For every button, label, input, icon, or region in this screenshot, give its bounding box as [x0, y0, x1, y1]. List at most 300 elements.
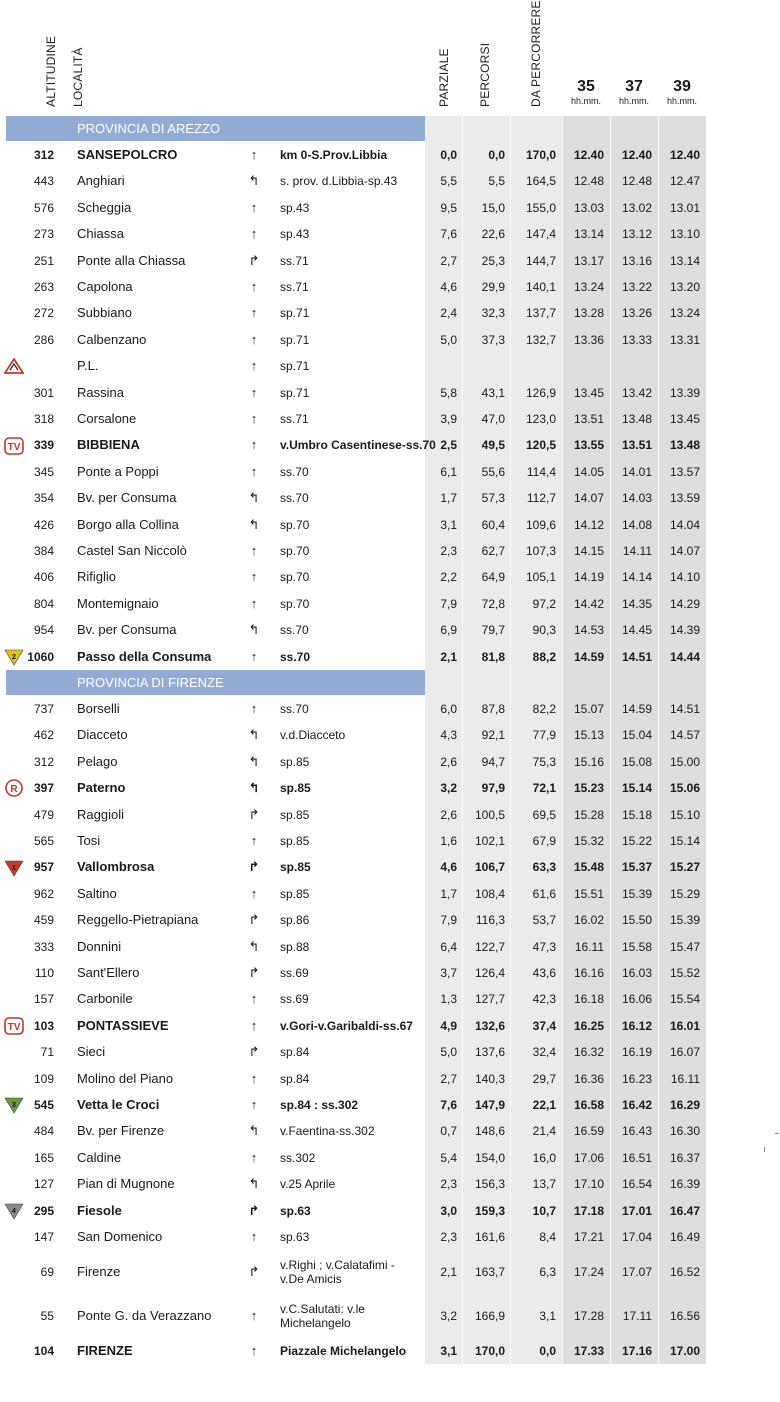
time-39-cell: 15.29 — [669, 886, 700, 901]
partial-km-cell: 6,1 — [440, 464, 457, 479]
time-37-cell: 13.51 — [621, 438, 652, 453]
partial-km-cell: 5,8 — [440, 385, 457, 400]
location-cell: Rassina — [77, 384, 124, 400]
straight-arrow-icon: ↑ — [250, 226, 258, 242]
decorative-tick — [764, 1147, 765, 1152]
remaining-km-cell: 0,0 — [539, 1344, 556, 1359]
location-cell: BIBBIENA — [77, 437, 140, 453]
covered-km-cell: 62,7 — [481, 544, 505, 558]
time-37-cell: 14.11 — [622, 544, 652, 558]
route-row — [0, 327, 780, 353]
road-cell: ss.302 — [280, 1150, 316, 1165]
remaining-km-cell: 21,4 — [532, 1124, 556, 1139]
time-37-cell: 16.51 — [621, 1150, 652, 1165]
partial-km-cell: 3,9 — [440, 412, 457, 426]
location-cell: Vetta le Croci — [77, 1097, 160, 1112]
partial-km-cell: 2,1 — [440, 1265, 457, 1280]
altitude-cell: 1060 — [27, 649, 54, 664]
svg-text:2: 2 — [12, 653, 16, 661]
time-35-cell: 17.33 — [573, 1344, 604, 1359]
time-39-cell: 15.54 — [669, 992, 700, 1007]
road-cell: ss.70 — [280, 464, 309, 479]
route-row — [0, 142, 780, 168]
time-35-cell: 12.40 — [573, 148, 604, 162]
time-35-cell: 16.25 — [573, 1018, 604, 1033]
partial-km-cell: 2,6 — [440, 754, 457, 769]
time-35-cell: 13.51 — [573, 412, 604, 426]
time-39-cell: 13.14 — [669, 253, 700, 268]
covered-km-cell: 47,0 — [481, 412, 505, 426]
straight-arrow-icon: ↑ — [250, 543, 258, 558]
time-35-cell: 13.24 — [573, 280, 604, 294]
partial-km-cell: 4,6 — [440, 280, 457, 294]
location-cell: San Domenico — [77, 1229, 163, 1244]
time-37-cell: 17.11 — [622, 1309, 652, 1324]
covered-km-cell: 148,6 — [474, 1124, 505, 1139]
location-cell: Pian di Mugnone — [77, 1176, 175, 1192]
covered-km-cell: 49,5 — [481, 438, 505, 453]
time-39-cell: 13.48 — [669, 438, 700, 453]
location-cell: Paterno — [77, 780, 126, 796]
partial-km-cell: 2,3 — [440, 544, 457, 558]
speed-unit: hh.mm. — [618, 96, 649, 106]
road-cell: km 0-S.Prov.Libbia — [280, 148, 388, 162]
straight-arrow-icon: ↑ — [250, 305, 258, 321]
covered-km-cell: 108,4 — [474, 886, 505, 901]
altitude-cell: 273 — [33, 227, 54, 242]
remaining-km-cell: 164,5 — [525, 174, 556, 189]
time-39-cell: 16.47 — [669, 1203, 700, 1218]
time-37-cell: 13.22 — [621, 280, 652, 294]
partial-km-cell: 2,6 — [440, 807, 457, 822]
time-35-cell: 15.13 — [573, 728, 604, 743]
time-39-cell: 16.52 — [669, 1265, 700, 1280]
altitude-cell: 354 — [33, 491, 54, 506]
partial-km-cell: 3,1 — [440, 517, 457, 532]
route-row — [0, 1066, 780, 1092]
covered-km-cell: 15,0 — [481, 200, 505, 215]
straight-arrow-icon: ↑ — [250, 1149, 258, 1165]
partial-km-cell: 1,3 — [440, 992, 457, 1007]
altitude-cell: 55 — [40, 1309, 54, 1324]
altitude-cell: 384 — [33, 544, 54, 558]
partial-km-cell: 5,5 — [440, 174, 457, 189]
turn-right-arrow-icon: ↱ — [248, 806, 260, 822]
covered-km-cell: 159,3 — [474, 1203, 505, 1218]
covered-km-cell: 64,9 — [481, 570, 505, 585]
time-35-cell: 14.42 — [573, 596, 604, 611]
time-35-cell: 16.58 — [573, 1098, 604, 1112]
altitude-cell: 962 — [33, 886, 54, 901]
covered-km-cell: 116,3 — [475, 913, 505, 928]
turn-left-arrow-icon: ↰ — [248, 622, 260, 638]
province-header — [6, 670, 425, 695]
road-cell: ss.69 — [280, 992, 309, 1007]
time-35-cell: 16.59 — [573, 1124, 604, 1139]
road-cell: sp.70 — [280, 544, 310, 558]
location-cell: Ponte a Poppi — [77, 463, 159, 479]
time-35-cell: 14.05 — [573, 464, 604, 479]
time-37-cell: 16.54 — [621, 1177, 652, 1192]
partial-km-cell: 7,6 — [440, 227, 457, 242]
partial-km-cell: 2,4 — [440, 306, 457, 321]
route-row — [0, 1171, 780, 1197]
remaining-km-cell: 6,3 — [539, 1265, 556, 1280]
partial-km-cell: 2,3 — [440, 1177, 457, 1192]
header-altitudine: ALTITUDINE — [44, 35, 58, 107]
road-cell: v.C.Salutati: v.le Michelangelo — [280, 1302, 365, 1331]
straight-arrow-icon: ↑ — [250, 701, 258, 716]
turn-right-arrow-icon: ↱ — [248, 912, 260, 928]
covered-km-cell: 100,5 — [474, 807, 505, 822]
altitude-cell: 110 — [34, 966, 54, 980]
remaining-km-cell: 75,3 — [532, 754, 556, 769]
location-cell: Donnini — [77, 938, 122, 954]
covered-km-cell: 140,3 — [474, 1071, 505, 1086]
route-row — [0, 907, 780, 933]
time-37-cell: 15.22 — [621, 834, 652, 848]
partial-km-cell: 3,2 — [440, 1309, 457, 1324]
road-cell: sp.84 — [280, 1071, 310, 1086]
road-cell: v.d.Diacceto — [280, 728, 346, 743]
route-row — [0, 775, 780, 801]
time-39-cell: 14.07 — [669, 544, 700, 558]
time-37-cell: 14.35 — [621, 596, 652, 611]
covered-km-cell: 127,7 — [474, 992, 505, 1007]
straight-arrow-icon: ↑ — [250, 595, 258, 611]
time-37-cell: 14.51 — [621, 649, 652, 664]
time-39-cell: 12.40 — [669, 148, 700, 162]
remaining-km-cell: 63,3 — [532, 860, 556, 875]
route-row — [0, 1198, 780, 1224]
partial-km-cell: 0,7 — [440, 1124, 457, 1139]
time-35-cell: 17.06 — [573, 1150, 604, 1165]
location-cell: Castel San Niccolò — [77, 543, 187, 558]
altitude-cell: 576 — [33, 200, 54, 215]
partial-km-cell: 1,6 — [440, 834, 457, 848]
road-cell: ss.70 — [280, 702, 309, 716]
route-row — [0, 960, 780, 986]
time-37-cell: 17.04 — [621, 1230, 652, 1244]
time-37-cell: 17.07 — [621, 1265, 652, 1280]
speed-value: 37 — [625, 78, 643, 95]
altitude-cell: 345 — [33, 464, 54, 479]
road-cell: sp.71 — [280, 359, 310, 374]
time-37-cell: 13.16 — [621, 253, 652, 268]
turn-left-arrow-icon: ↰ — [248, 753, 260, 769]
straight-arrow-icon: ↑ — [250, 358, 258, 374]
time-39-cell: 13.01 — [669, 200, 700, 215]
location-cell: Reggello-Pietrapiana — [77, 912, 199, 928]
svg-text:3: 3 — [12, 1102, 16, 1110]
time-37-cell: 14.03 — [621, 491, 652, 506]
location-cell: Montemignaio — [77, 595, 159, 611]
time-39-cell: 15.14 — [669, 834, 700, 848]
road-cell: ss.71 — [280, 253, 309, 268]
altitude-cell: 286 — [33, 332, 54, 347]
road-cell: sp.86 — [280, 913, 310, 928]
time-35-cell: 14.19 — [573, 570, 604, 585]
time-35-cell: 13.14 — [573, 227, 604, 242]
straight-arrow-icon: ↑ — [250, 1229, 258, 1244]
location-cell: Carbonile — [77, 991, 133, 1007]
route-row — [0, 406, 780, 432]
time-35-cell: 13.36 — [573, 332, 604, 347]
time-35-cell: 14.53 — [573, 623, 604, 638]
remaining-km-cell: 43,6 — [532, 966, 556, 980]
route-row — [0, 300, 780, 326]
remaining-km-cell: 114,4 — [526, 464, 556, 479]
straight-arrow-icon: ↑ — [250, 833, 258, 848]
header-percorsi: PERCORSI — [478, 42, 492, 107]
time-39-cell: 15.52 — [669, 966, 700, 980]
partial-km-cell: 3,7 — [440, 966, 457, 980]
time-35-cell: 17.21 — [573, 1230, 604, 1244]
time-37-cell: 12.40 — [621, 148, 652, 162]
straight-arrow-icon: ↑ — [250, 1070, 258, 1086]
straight-arrow-icon: ↑ — [250, 199, 258, 215]
road-cell: s. prov. d.Libbia-sp.43 — [280, 174, 398, 189]
speed-unit: hh.mm. — [570, 96, 601, 106]
svg-text:TV: TV — [7, 1021, 21, 1033]
time-37-cell: 16.03 — [621, 966, 652, 980]
route-row — [0, 617, 780, 643]
turn-left-arrow-icon: ↰ — [248, 173, 260, 189]
straight-arrow-icon: ↑ — [250, 437, 258, 453]
route-row — [0, 1039, 780, 1065]
header-speed-35 — [562, 78, 610, 106]
remaining-km-cell: 107,3 — [525, 544, 556, 558]
altitude-cell: 804 — [33, 596, 54, 611]
route-row — [0, 564, 780, 590]
remaining-km-cell: 90,3 — [532, 623, 556, 638]
time-37-cell: 14.08 — [621, 517, 652, 532]
time-39-cell: 16.07 — [669, 1045, 700, 1060]
location-cell: Bv. per Consuma — [77, 622, 177, 638]
turn-right-arrow-icon: ↱ — [248, 1264, 260, 1280]
road-cell: sp.85 — [280, 781, 311, 796]
covered-km-cell: 170,0 — [474, 1344, 505, 1359]
location-cell: FIRENZE — [77, 1343, 133, 1359]
location-cell: Saltino — [77, 885, 117, 901]
road-cell: sp.70 — [280, 570, 310, 585]
covered-km-cell: 154,0 — [474, 1150, 505, 1165]
straight-arrow-icon: ↑ — [250, 1308, 258, 1324]
altitude-cell: 157 — [33, 992, 54, 1007]
remaining-km-cell: 140,1 — [525, 280, 556, 294]
road-cell: v.Faentina-ss.302 — [280, 1124, 375, 1139]
route-row — [0, 168, 780, 194]
turn-right-arrow-icon: ↱ — [248, 1044, 260, 1060]
partial-km-cell: 6,0 — [440, 702, 457, 716]
turn-right-arrow-icon: ↱ — [248, 252, 260, 268]
altitude-cell: 301 — [33, 385, 54, 400]
altitude-cell: 426 — [33, 517, 54, 532]
partial-km-cell: 6,9 — [440, 623, 457, 638]
altitude-cell: 165 — [33, 1150, 54, 1165]
turn-left-arrow-icon: ↰ — [248, 938, 260, 954]
time-35-cell: 17.10 — [573, 1177, 604, 1192]
time-37-cell: 16.23 — [621, 1071, 652, 1086]
covered-km-cell: 72,8 — [481, 596, 505, 611]
covered-km-cell: 94,7 — [481, 754, 505, 769]
time-39-cell: 16.30 — [669, 1124, 700, 1139]
road-cell: sp.71 — [280, 332, 310, 347]
time-39-cell: 17.00 — [669, 1344, 700, 1359]
altitude-cell: 462 — [33, 728, 54, 743]
altitude-cell: 333 — [33, 939, 54, 954]
time-37-cell: 13.26 — [621, 306, 652, 321]
route-row — [0, 1092, 780, 1118]
road-cell: v.Righi ; v.Calatafimi - v.De Amicis — [280, 1258, 395, 1287]
covered-km-cell: 132,6 — [474, 1018, 505, 1033]
partial-km-cell: 5,0 — [440, 1045, 457, 1060]
remaining-km-cell: 53,7 — [532, 913, 556, 928]
partial-km-cell: 3,2 — [440, 781, 457, 796]
route-row — [0, 1145, 780, 1171]
covered-km-cell: 102,1 — [474, 834, 505, 848]
time-37-cell: 17.16 — [621, 1344, 652, 1359]
partial-km-cell: 2,2 — [440, 570, 457, 585]
covered-km-cell: 0,0 — [488, 148, 505, 162]
road-cell: ss.71 — [280, 412, 309, 426]
remaining-km-cell: 22,1 — [532, 1098, 556, 1112]
location-cell: Diacceto — [77, 727, 128, 743]
remaining-km-cell: 47,3 — [532, 939, 556, 954]
time-39-cell: 16.39 — [669, 1177, 700, 1192]
straight-arrow-icon: ↑ — [250, 1097, 258, 1112]
altitude-cell: 147 — [33, 1230, 54, 1244]
time-35-cell: 13.17 — [573, 253, 604, 268]
time-35-cell: 13.45 — [573, 385, 604, 400]
road-cell: sp.63 — [280, 1230, 310, 1244]
route-row — [0, 485, 780, 511]
covered-km-cell: 5,5 — [488, 174, 505, 189]
altitude-cell: 339 — [33, 438, 54, 453]
location-cell: Ponte alla Chiassa — [77, 252, 186, 268]
straight-arrow-icon: ↑ — [250, 1343, 258, 1359]
time-39-cell: 16.01 — [669, 1018, 700, 1033]
time-37-cell: 15.50 — [621, 913, 652, 928]
altitude-cell: 443 — [33, 174, 54, 189]
time-37-cell: 14.59 — [621, 702, 652, 716]
covered-km-cell: 126,4 — [474, 966, 505, 980]
location-cell: SANSEPOLCRO — [77, 147, 178, 162]
time-37-cell: 14.45 — [621, 623, 652, 638]
time-39-cell: 16.49 — [669, 1230, 700, 1244]
altitude-cell: 263 — [33, 280, 54, 294]
location-cell: Chiassa — [77, 226, 124, 242]
straight-arrow-icon: ↑ — [250, 147, 258, 162]
covered-km-cell: 57,3 — [481, 491, 505, 506]
time-35-cell: 16.36 — [573, 1071, 604, 1086]
speed-value: 39 — [673, 78, 691, 95]
province-header — [6, 116, 425, 141]
time-35-cell: 16.02 — [573, 913, 604, 928]
altitude-cell: 406 — [33, 570, 54, 585]
route-row — [0, 221, 780, 247]
partial-km-cell: 7,9 — [440, 913, 457, 928]
partial-km-cell: 6,4 — [440, 939, 457, 954]
location-cell: Calbenzano — [77, 331, 147, 347]
time-37-cell: 15.18 — [621, 807, 652, 822]
time-35-cell: 14.59 — [573, 649, 604, 664]
covered-km-cell: 163,7 — [474, 1265, 505, 1280]
time-35-cell: 15.32 — [573, 834, 604, 848]
straight-arrow-icon: ↑ — [250, 991, 258, 1007]
partial-km-cell: 5,0 — [440, 332, 457, 347]
altitude-cell: 957 — [33, 860, 54, 875]
time-39-cell: 15.47 — [669, 939, 700, 954]
svg-text:4: 4 — [12, 1207, 16, 1215]
altitude-cell: 737 — [33, 702, 54, 716]
time-35-cell: 17.18 — [573, 1203, 604, 1218]
partial-km-cell: 4,6 — [440, 860, 457, 875]
location-cell: Anghiari — [77, 173, 125, 189]
road-cell: Piazzale Michelangelo — [280, 1344, 407, 1359]
time-39-cell: 15.27 — [669, 860, 700, 875]
time-35-cell: 17.24 — [573, 1265, 604, 1280]
svg-text:R: R — [10, 784, 18, 796]
road-cell: sp.85 — [280, 886, 310, 901]
svg-text:1: 1 — [12, 864, 16, 872]
remaining-km-cell: 3,1 — [539, 1309, 556, 1324]
route-row — [0, 195, 780, 221]
covered-km-cell: 29,9 — [481, 280, 505, 294]
partial-km-cell: 4,3 — [440, 728, 457, 743]
covered-km-cell: 92,1 — [481, 728, 505, 743]
header-speed-37 — [610, 78, 658, 106]
route-row — [0, 854, 780, 880]
time-37-cell: 12.48 — [621, 174, 652, 189]
partial-km-cell: 5,4 — [440, 1150, 457, 1165]
altitude-cell: 318 — [33, 412, 54, 426]
altitude-cell: 459 — [33, 913, 54, 928]
province-label: PROVINCIA DI FIRENZE — [77, 675, 224, 690]
time-37-cell: 15.39 — [621, 886, 652, 901]
time-37-cell: 15.04 — [621, 728, 652, 743]
partial-km-cell: 0,0 — [440, 148, 457, 162]
route-row — [0, 538, 780, 564]
header-da-percorrere: DA PERCORRERE — [529, 0, 543, 107]
time-39-cell: 13.57 — [669, 464, 700, 479]
time-39-cell: 15.39 — [669, 913, 700, 928]
straight-arrow-icon: ↑ — [250, 648, 258, 664]
location-cell: Fiesole — [77, 1202, 122, 1218]
partial-km-cell: 2,1 — [440, 649, 457, 664]
level-crossing-icon — [4, 357, 24, 375]
time-37-cell: 16.42 — [621, 1098, 652, 1112]
road-cell: sp.43 — [280, 227, 310, 242]
covered-km-cell: 37,3 — [481, 332, 505, 347]
time-35-cell: 17.28 — [573, 1309, 604, 1324]
location-cell: Borselli — [77, 701, 120, 716]
covered-km-cell: 60,4 — [481, 517, 505, 532]
road-cell: sp.85 — [280, 754, 310, 769]
time-35-cell: 14.15 — [573, 544, 604, 558]
time-39-cell: 16.56 — [669, 1309, 700, 1324]
road-cell: sp.70 — [280, 517, 310, 532]
road-cell: ss.70 — [280, 491, 309, 506]
altitude-cell: 565 — [33, 834, 54, 848]
header-localita: LOCALITÀ — [71, 47, 85, 107]
covered-km-cell: 122,7 — [474, 939, 505, 954]
road-cell: ss.70 — [280, 649, 311, 664]
covered-km-cell: 43,1 — [481, 385, 505, 400]
time-39-cell: 13.24 — [669, 306, 700, 321]
straight-arrow-icon: ↑ — [250, 885, 258, 901]
route-row — [0, 934, 780, 960]
